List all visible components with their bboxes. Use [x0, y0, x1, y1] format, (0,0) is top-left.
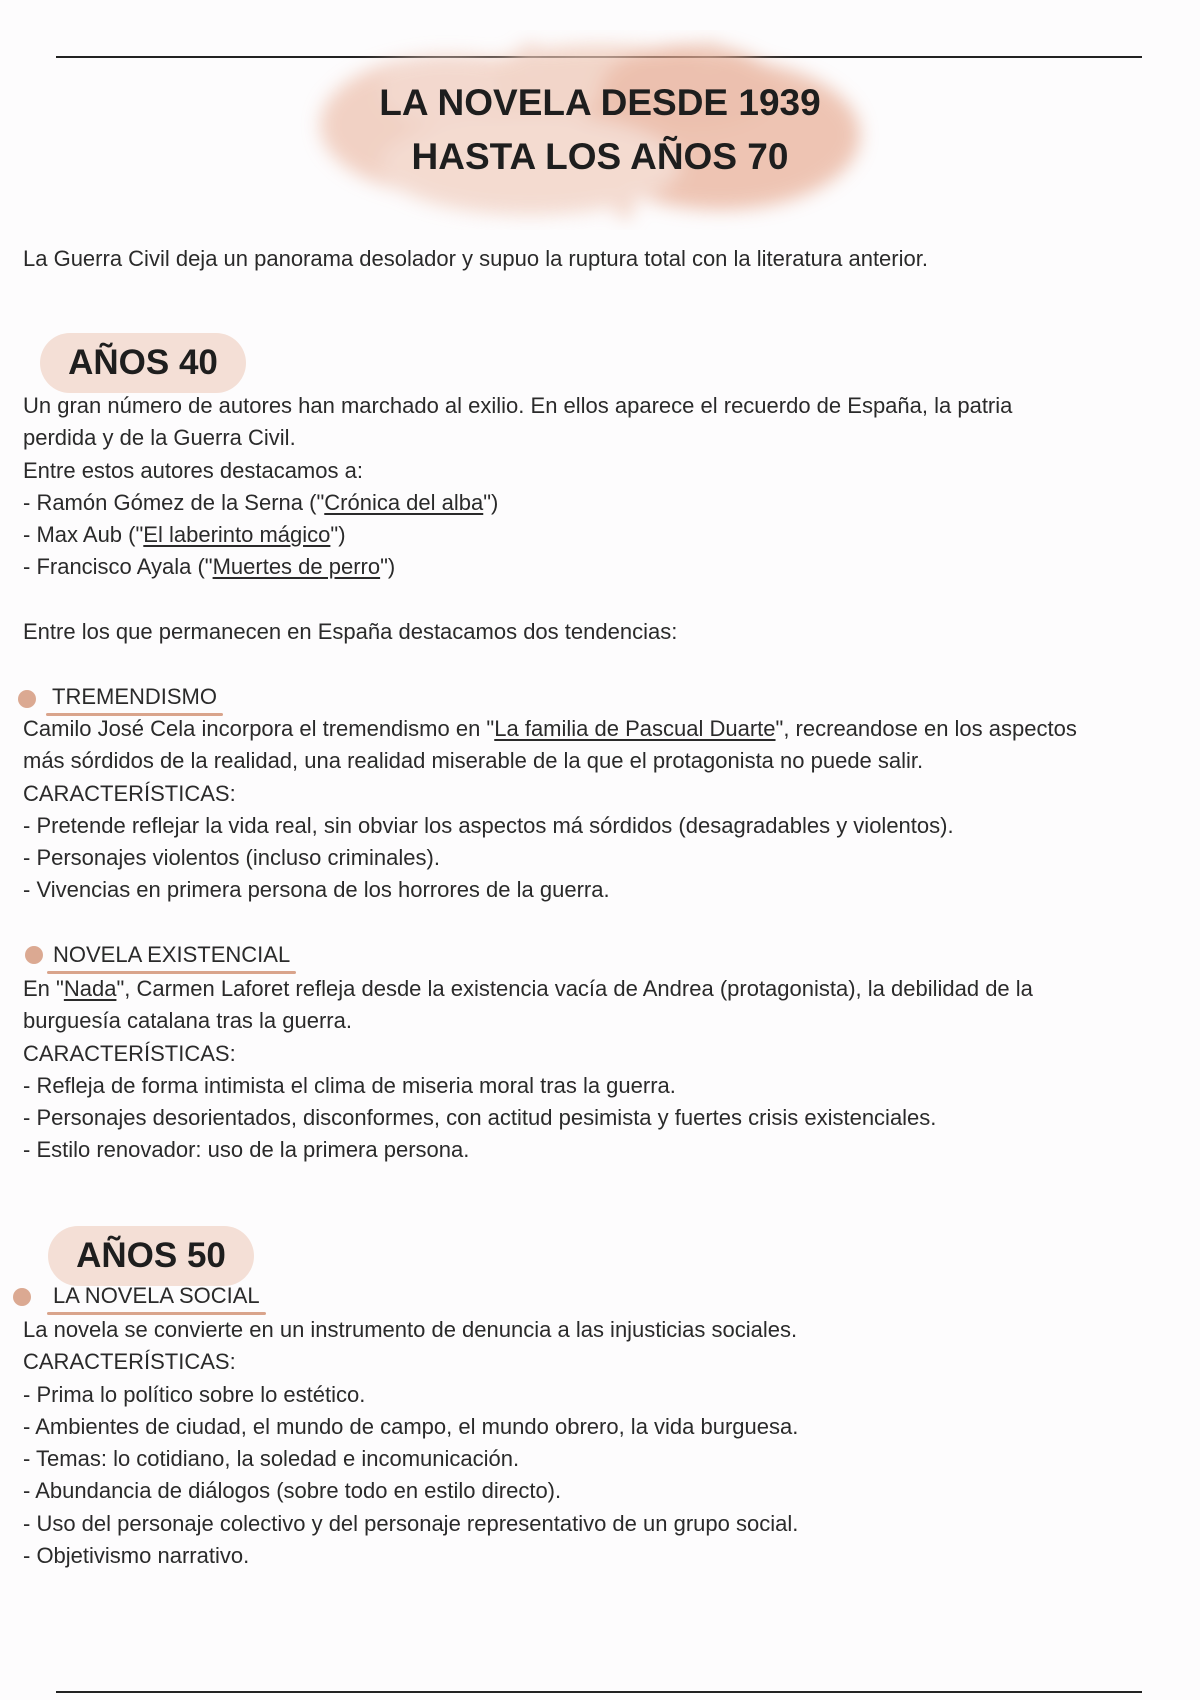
page-title-line-2: HASTA LOS AÑOS 70 — [411, 136, 789, 177]
list-item: - Max Aub ("El laberinto mágico") — [23, 522, 346, 548]
book-title: La familia de Pascual Duarte — [494, 716, 776, 741]
list-item: - Personajes desorientados, disconformes, con actitud pesimista y fuertes crisis existenciales. — [23, 1105, 937, 1131]
bullet-dot-icon — [18, 690, 36, 708]
tremendismo-body: Camilo José Cela incorpora el tremendismo en "La familia de Pascual Duarte", recreandose en los aspectos más sórdidos de la realidad, una realidad miserable de la que el protagonista no puede salir. CARACTERÍSTICAS: - Pretende reflejar la vida real, sin obviar los aspectos má sórdidos (desagradables y violentos). - Personajes violentos (incluso criminales). - Vivencias en primera persona de los horrores de la guerra. — [23, 713, 1173, 907]
intro-paragraph: La Guerra Civil deja un panorama desolador y supuo la ruptura total con la literatura anterior. — [23, 246, 928, 271]
subheading-novela-social: LA NOVELA SOCIAL — [53, 1281, 260, 1311]
bullet-dot-icon — [13, 1288, 31, 1306]
list-item: - Prima lo político sobre lo estético. — [23, 1381, 366, 1407]
book-title: Crónica del alba — [324, 489, 484, 515]
list-item: - Ambientes de ciudad, el mundo de campo, el mundo obrero, la vida burguesa. — [23, 1413, 799, 1439]
list-item: - Refleja de forma intimista el clima de miseria moral tras la guerra. — [23, 1072, 676, 1098]
bullet-dot-icon — [25, 946, 43, 964]
list-item: - Temas: lo cotidiano, la soledad e incomunicación. — [23, 1446, 520, 1472]
list-item: - Personajes violentos (incluso criminales). — [23, 845, 440, 871]
book-title: Muertes de perro — [212, 554, 381, 580]
existencial-body: En "Nada", Carmen Laforet refleja desde la existencia vacía de Andrea (protagonista), la debilidad de la burguesía catalana tras la guerra. CARACTERÍSTICAS: - Refleja de forma intimista el clima de miseria moral tras la guerra. - Personajes desorientados, disconformes, con actitud pesimista y fuertes crisis existenciales. - Estilo renovador: uso de la primera persona. — [23, 973, 1173, 1167]
social-body: La novela se convierte en un instrumento de denuncia a las injusticias sociales. CARACTERÍSTICAS: - Prima lo político sobre lo estético. - Ambientes de ciudad, el mundo de campo, el mundo obrero, la vida burguesa. - Temas: lo cotidiano, la soledad e incomunicación. - Abundancia de diálogos (sobre todo en estilo directo). - Uso del personaje colectivo y del personaje representativo de un grupo social. - Objetivismo narrativo. — [23, 1314, 1173, 1572]
title-block — [300, 30, 900, 230]
book-title: Nada — [63, 976, 117, 1001]
list-item: - Ramón Gómez de la Serna ("Crónica del alba") — [23, 489, 499, 515]
list-item: - Pretende reflejar la vida real, sin obviar los aspectos má sórdidos (desagradables y violentos). — [23, 812, 954, 838]
page-title-line-1: LA NOVELA DESDE 1939 — [379, 82, 821, 123]
subheading-novela-existencial: NOVELA EXISTENCIAL — [53, 940, 290, 970]
list-item: - Vivencias en primera persona de los horrores de la guerra. — [23, 877, 610, 903]
list-item: - Abundancia de diálogos (sobre todo en estilo directo). — [23, 1478, 562, 1504]
list-item: - Francisco Ayala ("Muertes de perro") — [23, 554, 396, 580]
list-item: - Estilo renovador: uso de la primera persona. — [23, 1137, 470, 1163]
section-badge-50: AÑOS 50 — [48, 1226, 254, 1286]
list-item: - Objetivismo narrativo. — [23, 1543, 250, 1569]
book-title: El laberinto mágico — [143, 522, 331, 548]
bottom-divider — [56, 1691, 1142, 1693]
subheading-tremendismo: TREMENDISMO — [52, 682, 217, 712]
section-40-body: Un gran número de autores han marchado al exilio. En ellos aparece el recuerdo de España, la patria perdida y de la Guerra Civil. Entre estos autores destacamos a: - Ramón Gómez de la Serna ("Crónica del alba") - Max Aub ("El laberinto mágico") - Francisco Ayala ("Muertes de perro") Entre los que permanecen en España destacamos dos tendencias: — [23, 390, 1173, 648]
section-badge-40: AÑOS 40 — [40, 333, 246, 393]
list-item: - Uso del personaje colectivo y del personaje representativo de un grupo social. — [23, 1510, 799, 1536]
